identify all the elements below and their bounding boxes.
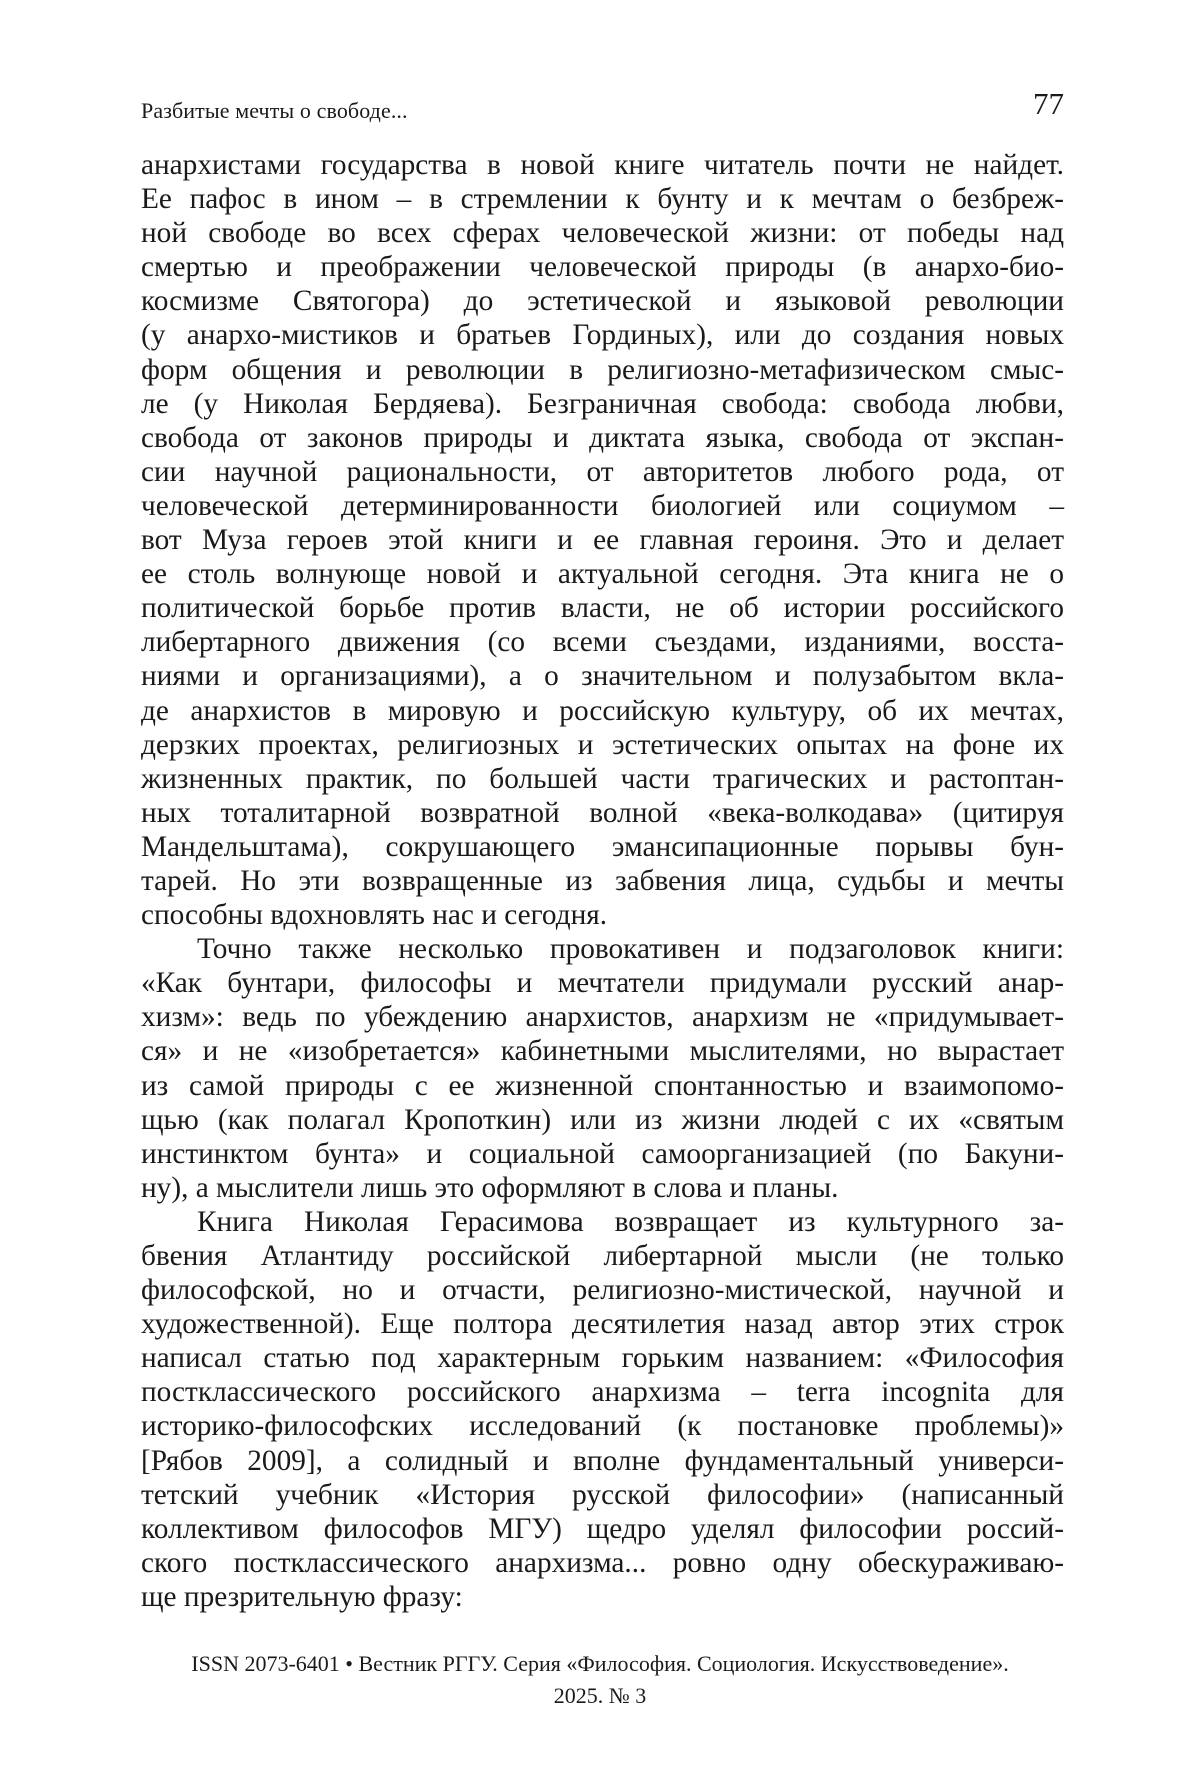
text-line: хизм»: ведь по убеждению анархистов, анархизм не «придумывает- xyxy=(141,1000,1064,1034)
text-line: щью (как полагал Кропоткин) или из жизни людей с их «святым xyxy=(141,1103,1064,1137)
text-line: Книга Николая Герасимова возвращает из культурного за- xyxy=(141,1205,1064,1239)
text-line: либертарного движения (со всеми съездами, изданиями, восста- xyxy=(141,625,1064,659)
text-line: Мандельштама), сокрушающего эмансипационные порывы бун- xyxy=(141,830,1064,864)
text-line: постклассического российского анархизма – terra incognita для xyxy=(141,1375,1064,1409)
text-line: инстинктом бунта» и социальной самоорганизацией (по Бакуни- xyxy=(141,1137,1064,1171)
text-line: Точно также несколько провокативен и подзаголовок книги: xyxy=(141,932,1064,966)
text-line: тетский учебник «История русской философии» (написанный xyxy=(141,1478,1064,1512)
text-line: жизненных практик, по большей части трагических и растоптан- xyxy=(141,762,1064,796)
text-line: написал статью под характерным горьким названием: «Философия xyxy=(141,1341,1064,1375)
text-line: [Рябов 2009], а солидный и вполне фундаментальный универси- xyxy=(141,1444,1064,1478)
text-line: дерзких проектах, религиозных и эстетических опытах на фоне их xyxy=(141,728,1064,762)
paragraph xyxy=(141,932,1064,1205)
running-title: Разбитые мечты о свободе... xyxy=(141,98,408,124)
paragraph xyxy=(141,1205,1064,1614)
text-line: форм общения и революции в религиозно-метафизическом смыс- xyxy=(141,353,1064,387)
text-line: художественной). Еще полтора десятилетия назад автор этих строк xyxy=(141,1307,1064,1341)
footer-issn-line: ISSN 2073-6401 • Вестник РГГУ. Серия «Философия. Социология. Искусствоведение». xyxy=(0,1648,1200,1680)
text-line: ле (у Николая Бердяева). Безграничная свобода: свобода любви, xyxy=(141,387,1064,421)
text-line: из самой природы с ее жизненной спонтанностью и взаимопомо- xyxy=(141,1069,1064,1103)
text-line: ной свободе во всех сферах человеческой жизни: от победы над xyxy=(141,216,1064,250)
text-line: (у анархо-мистиков и братьев Гординых), или до создания новых xyxy=(141,318,1064,352)
text-line: сии научной рациональности, от авторитетов любого рода, от xyxy=(141,455,1064,489)
footer-issue-line: 2025. № 3 xyxy=(0,1680,1200,1712)
text-line: ще презрительную фразу: xyxy=(141,1580,1064,1614)
text-line: ных тоталитарной возвратной волной «века-волкодава» (цитируя xyxy=(141,796,1064,830)
page-number: 77 xyxy=(1033,86,1064,122)
text-line: ее столь волнующе новой и актуальной сегодня. Эта книга не о xyxy=(141,557,1064,591)
text-line: тарей. Но эти возвращенные из забвения лица, судьбы и мечты xyxy=(141,864,1064,898)
text-line: анархистами государства в новой книге читатель почти не найдет. xyxy=(141,148,1064,182)
text-line: свобода от законов природы и диктата языка, свобода от экспан- xyxy=(141,421,1064,455)
text-line: ского постклассического анархизма... ровно одну обескураживаю- xyxy=(141,1546,1064,1580)
text-line: историко-философских исследований (к постановке проблемы)» xyxy=(141,1409,1064,1443)
text-line: вот Муза героев этой книги и ее главная героиня. Это и делает xyxy=(141,523,1064,557)
text-line: коллективом философов МГУ) щедро уделял философии россий- xyxy=(141,1512,1064,1546)
text-line: смертью и преображении человеческой природы (в анархо-био- xyxy=(141,250,1064,284)
journal-footer xyxy=(0,1648,1200,1712)
text-line: способны вдохновлять нас и сегодня. xyxy=(141,898,1064,932)
journal-page xyxy=(0,0,1200,1780)
text-line: космизме Святогора) до эстетической и языковой революции xyxy=(141,284,1064,318)
text-line: бвения Атлантиду российской либертарной мысли (не только xyxy=(141,1239,1064,1273)
paragraph xyxy=(141,148,1064,932)
text-line: де анархистов в мировую и российскую культуру, об их мечтах, xyxy=(141,694,1064,728)
text-line: «Как бунтари, философы и мечтатели придумали русский анар- xyxy=(141,966,1064,1000)
article-body xyxy=(141,148,1064,1614)
text-line: политической борьбе против власти, не об истории российского xyxy=(141,591,1064,625)
text-line: ся» и не «изобретается» кабинетными мыслителями, но вырастает xyxy=(141,1034,1064,1068)
text-line: философской, но и отчасти, религиозно-мистической, научной и xyxy=(141,1273,1064,1307)
text-line: человеческой детерминированности биологией или социумом – xyxy=(141,489,1064,523)
text-line: ниями и организациями), а о значительном и полузабытом вкла- xyxy=(141,659,1064,693)
text-line: ну), а мыслители лишь это оформляют в слова и планы. xyxy=(141,1171,1064,1205)
text-line: Ее пафос в ином – в стремлении к бунту и к мечтам о безбреж- xyxy=(141,182,1064,216)
